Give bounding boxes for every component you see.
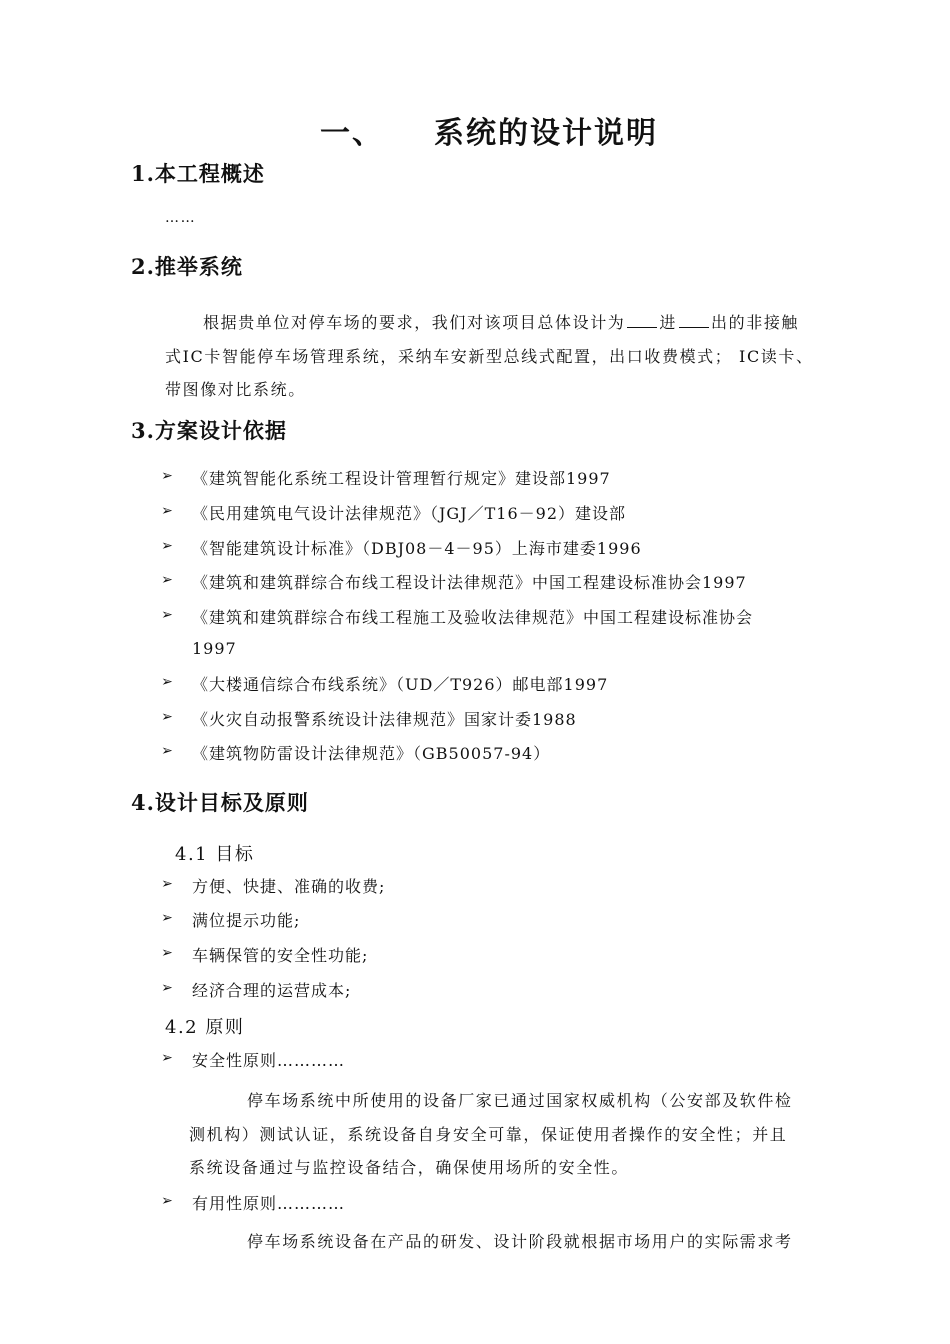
- section-2-paragraph-line-1: [203, 310, 799, 333]
- basis-item-5: 《建筑和建筑群综合布线工程施工及验收法律规范》中国工程建设标准协会: [192, 608, 754, 627]
- principle-usefulness: 有用性原则…………: [192, 1194, 346, 1213]
- section-2-paragraph-line-2: 式IC卡智能停车场管理系统，采纳车安新型总线式配置，出口收费模式； IC读卡、: [165, 347, 814, 366]
- safety-line-3: 系统设备通过与监控设备结合，确保使用场所的安全性。: [189, 1158, 630, 1177]
- goal-item-4: 经济合理的运营成本;: [192, 981, 352, 1000]
- goal-item-3: 车辆保管的安全性功能;: [192, 946, 369, 965]
- basis-item-4: 《建筑和建筑群综合布线工程设计法律规范》中国工程建设标准协会1997: [192, 573, 747, 592]
- subsection-4-1-heading: 4.1 目标: [175, 844, 255, 865]
- basis-item-3: 《智能建筑设计标准》（DBJ08－4－95）上海市建委1996: [192, 539, 642, 558]
- bullet-icon: ➢: [161, 468, 173, 484]
- bullet-icon: ➢: [161, 1193, 173, 1209]
- bullet-icon: ➢: [161, 945, 173, 961]
- bullet-icon: ➢: [161, 607, 173, 623]
- bullet-icon: ➢: [161, 980, 173, 996]
- basis-item-2: 《民用建筑电气设计法律规范》（JGJ／T16－92）建设部: [192, 504, 627, 523]
- safety-line-1: 停车场系统中所使用的设备厂家已通过国家权威机构（公安部及软件检: [247, 1091, 793, 1110]
- bullet-icon: ➢: [161, 538, 173, 554]
- page-title: [320, 108, 658, 152]
- principle-safety: 安全性原则…………: [192, 1051, 346, 1070]
- blank-exit-count: [679, 313, 709, 328]
- basis-item-8: 《建筑物防雷设计法律规范》（GB50057-94）: [192, 744, 551, 763]
- subsection-4-2-heading: 4.2 原则: [165, 1017, 245, 1038]
- basis-item-1: 《建筑智能化系统工程设计管理暂行规定》建设部1997: [192, 469, 611, 488]
- bullet-icon: ➢: [161, 743, 173, 759]
- safety-line-2: 测机构）测试认证，系统设备自身安全可靠，保证使用者操作的安全性；并且: [189, 1125, 788, 1144]
- bullet-icon: ➢: [161, 876, 173, 892]
- section-4-heading: 4.设计目标及原则: [131, 790, 309, 815]
- basis-item-7: 《火灾自动报警系统设计法律规范》国家计委1988: [192, 710, 577, 729]
- bullet-icon: ➢: [161, 572, 173, 588]
- section-2-paragraph-line-3: 带图像对比系统。: [165, 380, 306, 399]
- basis-item-5-continuation: 1997: [192, 639, 237, 658]
- section-2-heading: 2.推举系统: [131, 254, 243, 279]
- bullet-icon: ➢: [161, 503, 173, 519]
- title-number: 一、: [320, 116, 384, 151]
- goal-item-2: 满位提示功能;: [192, 911, 301, 930]
- section-2-text-b: 进: [659, 313, 678, 332]
- blank-entry-count: [627, 313, 657, 328]
- goal-item-1: 方便、快捷、准确的收费;: [192, 877, 386, 896]
- section-2-text-c: 出的非接触: [711, 313, 800, 332]
- usefulness-line-1: 停车场系统设备在产品的研发、设计阶段就根据市场用户的实际需求考: [247, 1232, 793, 1251]
- section-1-body: ……: [165, 210, 197, 226]
- bullet-icon: ➢: [161, 674, 173, 690]
- bullet-icon: ➢: [161, 910, 173, 926]
- section-3-heading: 3.方案设计依据: [131, 418, 287, 443]
- title-text: 系统的设计说明: [434, 116, 658, 151]
- bullet-icon: ➢: [161, 1050, 173, 1066]
- bullet-icon: ➢: [161, 709, 173, 725]
- section-1-heading: 1.本工程概述: [131, 161, 265, 186]
- section-2-text-a: 根据贵单位对停车场的要求，我们对该项目总体设计为: [203, 313, 626, 332]
- basis-item-6: 《大楼通信综合布线系统》（UD／T926）邮电部1997: [192, 675, 609, 694]
